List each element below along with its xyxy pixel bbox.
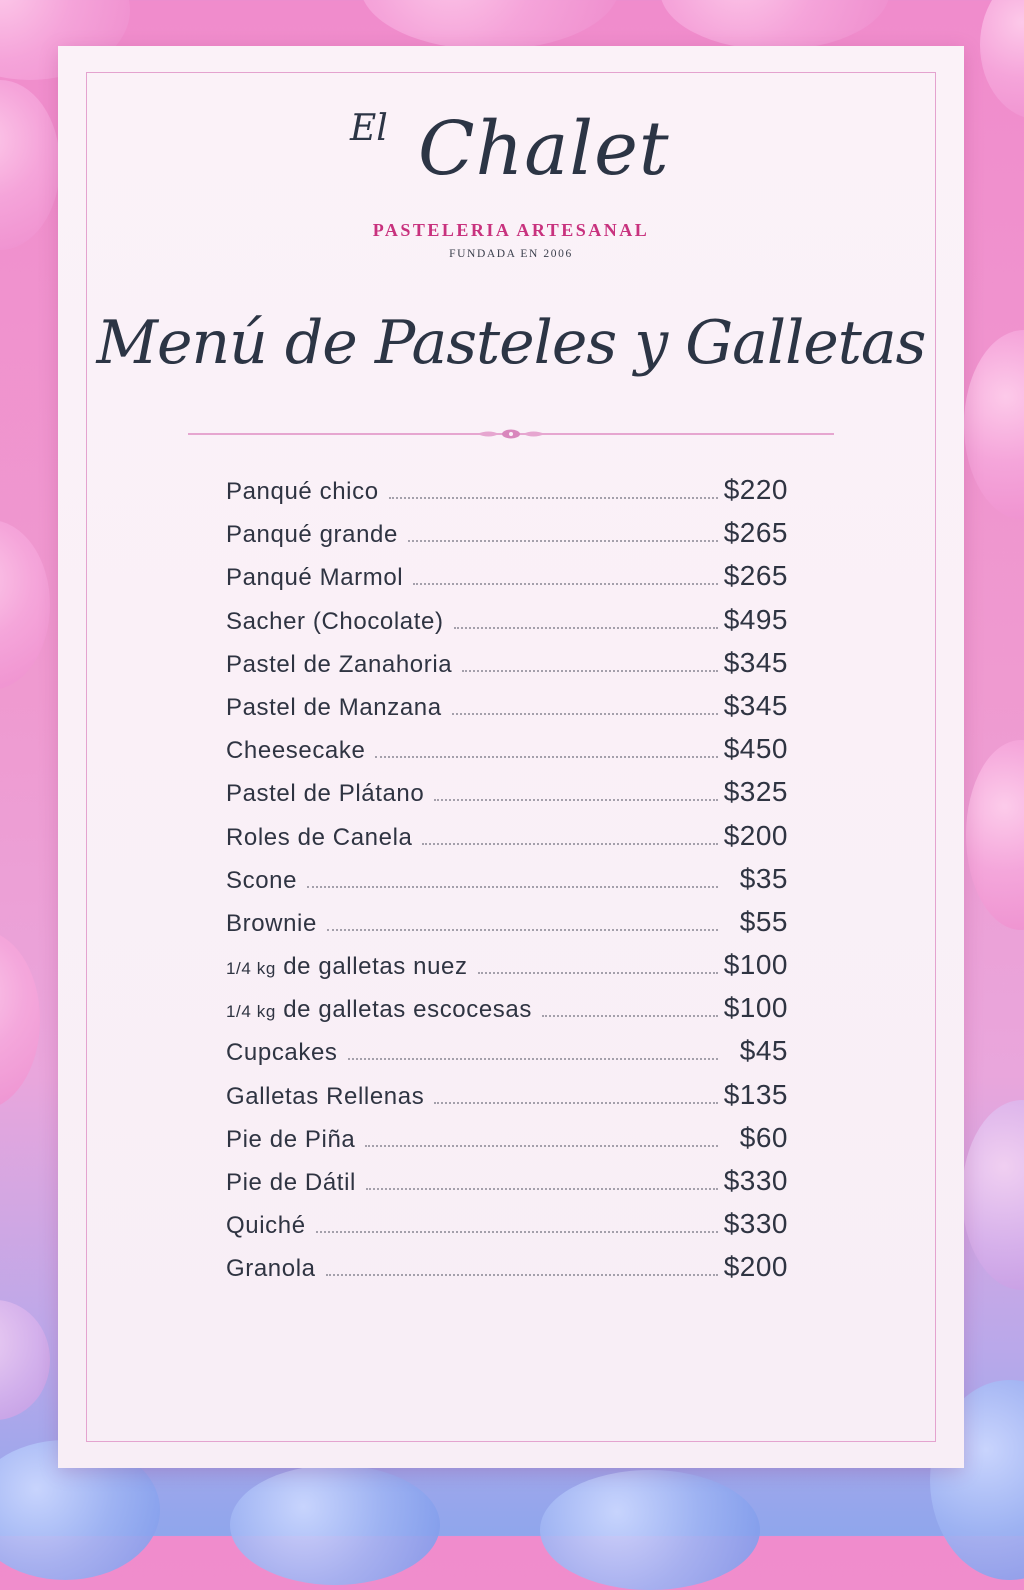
- menu-item-label: Granola: [226, 1255, 316, 1283]
- menu-item-label: Galletas Rellenas: [226, 1082, 425, 1110]
- menu-item: [226, 992, 788, 1035]
- dot-leader: [542, 1015, 718, 1017]
- founded-text: FUNDADA EN 2006: [449, 248, 573, 260]
- menu-item: [226, 1251, 788, 1294]
- ornament-icon: [475, 424, 547, 444]
- menu-item-name: [226, 694, 452, 722]
- menu-item-price: $220: [723, 474, 788, 505]
- menu-item-label: Roles de Canela: [226, 823, 413, 851]
- menu-item-label: Cupcakes: [226, 1039, 338, 1067]
- dot-leader: [348, 1058, 718, 1060]
- menu-item-label: Cheesecake: [226, 737, 366, 765]
- menu-item-name: [226, 564, 413, 592]
- menu-item-price: $200: [723, 1251, 788, 1283]
- menu-item: [226, 1165, 788, 1208]
- balloon-decoration: [230, 1465, 440, 1585]
- menu-item-name: [226, 1255, 326, 1283]
- menu-item-label: Panqué grande: [226, 521, 398, 549]
- menu-item-price: $450: [723, 733, 788, 765]
- logo-prefix: El: [350, 108, 388, 149]
- menu-item-label: Panqué chico: [226, 478, 379, 505]
- menu-item: [226, 1035, 788, 1078]
- balloon-decoration: [0, 80, 60, 250]
- menu-item: [226, 1208, 788, 1251]
- menu-item: [226, 474, 788, 517]
- menu-item-price: $265: [723, 517, 788, 549]
- menu-item-name: [226, 953, 478, 981]
- menu-item-name: [226, 1039, 348, 1067]
- menu-item-name: [226, 1169, 366, 1197]
- menu-item: [226, 604, 788, 647]
- dot-leader: [452, 713, 718, 715]
- menu-item-price: $60: [739, 1121, 788, 1153]
- menu-item-label: Pastel de Plátano: [226, 780, 425, 808]
- menu-item-price: $55: [739, 905, 788, 937]
- menu-item-label: Quiché: [226, 1212, 306, 1240]
- dot-leader: [454, 627, 718, 629]
- dot-leader: [375, 756, 717, 758]
- menu-item: [226, 1122, 788, 1165]
- menu-item-quantity: 1/4 kg: [226, 959, 276, 979]
- menu-item-name: [226, 1212, 316, 1240]
- page-title: Menú de Pasteles y Galletas: [96, 308, 926, 378]
- menu-item-price: $330: [723, 1165, 788, 1196]
- menu-item-name: [226, 1126, 365, 1154]
- dot-leader: [316, 1231, 718, 1233]
- menu-item: [226, 863, 788, 906]
- dot-leader: [365, 1145, 718, 1147]
- menu-item: [226, 949, 788, 992]
- menu-card: [58, 46, 964, 1468]
- balloon-decoration: [962, 1100, 1024, 1290]
- dot-leader: [434, 799, 717, 801]
- balloon-decoration: [980, 0, 1024, 120]
- menu-item-name: [226, 1083, 434, 1111]
- menu-item-name: [226, 651, 462, 679]
- balloon-decoration: [660, 0, 890, 50]
- menu-item-label: Scone: [226, 866, 298, 894]
- menu-item: [226, 733, 788, 776]
- dot-leader: [422, 843, 717, 845]
- balloon-decoration: [360, 0, 620, 50]
- menu-item-price: $345: [723, 646, 788, 678]
- logo-name: Chalet: [418, 106, 670, 192]
- dot-leader: [478, 972, 718, 974]
- menu-item-price: $135: [723, 1078, 788, 1110]
- dot-leader: [366, 1188, 718, 1190]
- menu-item-price: $325: [723, 776, 788, 808]
- menu-list: [226, 474, 788, 1295]
- menu-item: [226, 906, 788, 949]
- tagline: PASTELERIA ARTESANAL: [372, 220, 650, 240]
- menu-item-quantity: 1/4 kg: [226, 1002, 276, 1022]
- menu-item-label: Pastel de Zanahoria: [226, 650, 453, 678]
- menu-item-price: $45: [739, 1035, 788, 1067]
- menu-item-name: [226, 737, 375, 765]
- dot-leader: [389, 497, 718, 499]
- dot-leader: [413, 583, 717, 585]
- menu-item-price: $200: [723, 819, 788, 851]
- menu-item-price: $495: [723, 603, 788, 635]
- dot-leader: [462, 670, 717, 672]
- menu-item: [226, 560, 788, 603]
- dot-leader: [326, 1274, 718, 1276]
- menu-item-label: Pie de Dátil: [226, 1169, 356, 1196]
- balloon-decoration: [0, 930, 40, 1110]
- menu-item-label: Brownie: [226, 909, 317, 937]
- menu-item: [226, 517, 788, 560]
- menu-item-name: [226, 478, 389, 506]
- balloon-decoration: [964, 330, 1024, 520]
- menu-item-label: Panqué Marmol: [226, 564, 404, 592]
- menu-item-price: $35: [739, 862, 788, 894]
- menu-item-name: [226, 996, 542, 1024]
- dot-leader: [307, 886, 718, 888]
- menu-item: [226, 690, 788, 733]
- balloon-decoration: [0, 520, 50, 690]
- dot-leader: [327, 929, 718, 931]
- menu-item-name: [226, 910, 327, 938]
- menu-item: [226, 820, 788, 863]
- menu-item-name: [226, 824, 422, 852]
- menu-item: [226, 776, 788, 819]
- menu-item-name: [226, 780, 434, 808]
- menu-item: [226, 647, 788, 690]
- menu-item-price: $100: [723, 949, 788, 981]
- menu-item-label: Pastel de Manzana: [226, 693, 442, 721]
- menu-item-price: $330: [723, 1208, 788, 1240]
- menu-item: [226, 1079, 788, 1122]
- menu-item-label: de galletas escocesas: [283, 996, 532, 1024]
- menu-item-name: [226, 608, 454, 636]
- dot-leader: [434, 1102, 717, 1104]
- menu-item-price: $265: [723, 560, 788, 592]
- menu-item-price: $100: [723, 992, 788, 1024]
- menu-item-price: $345: [723, 689, 788, 721]
- balloon-decoration: [966, 740, 1024, 930]
- menu-item-name: [226, 867, 307, 895]
- menu-item-name: [226, 521, 408, 549]
- balloon-decoration: [540, 1470, 760, 1590]
- menu-item-label: Pie de Piña: [226, 1125, 356, 1153]
- menu-item-label: de galletas nuez: [283, 953, 468, 981]
- balloon-decoration: [0, 1300, 50, 1420]
- dot-leader: [408, 540, 718, 542]
- menu-item-label: Sacher (Chocolate): [226, 607, 444, 635]
